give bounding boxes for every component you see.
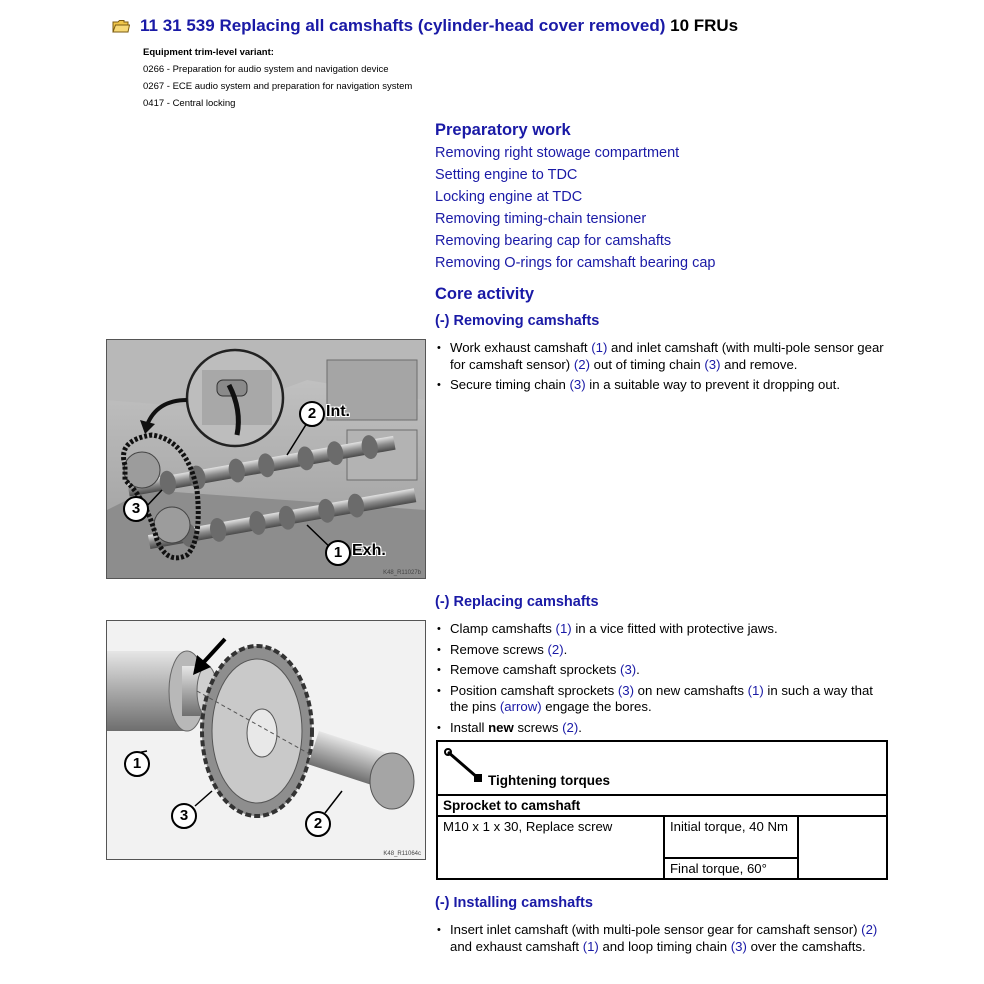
trim-item: 0266 - Preparation for audio system and navigation device <box>143 64 389 75</box>
ref-link[interactable]: (2) <box>547 641 564 657</box>
list-item: • Position camshaft sprockets (3) on new camshafts (1) in such a way that the pins (arrow) engage the bores. <box>437 683 887 716</box>
torque-final: Final torque, 60° <box>664 858 798 879</box>
ref-link[interactable]: (1) <box>555 621 572 636</box>
link-removing-tensioner[interactable]: Removing timing-chain tensioner <box>435 211 647 227</box>
ref-link[interactable]: (3) <box>704 356 721 372</box>
torque-subheading: Sprocket to camshaft <box>436 796 888 817</box>
callout-intake-label: Int. <box>326 403 350 420</box>
ref-link[interactable]: (arrow) <box>499 699 542 714</box>
ref-link[interactable]: (1) <box>582 938 599 954</box>
figure-code: K48_R11027b <box>383 570 421 576</box>
list-item: • Remove camshaft sprockets (3). <box>437 662 887 679</box>
ref-link[interactable]: (2) <box>573 356 590 372</box>
ref-link[interactable]: (3) <box>617 682 634 698</box>
torque-spec: M10 x 1 x 30, Replace screw <box>437 817 664 879</box>
fru-count: 10 FRUs <box>670 16 739 35</box>
callout-2: 2 <box>305 811 331 837</box>
page-header <box>112 14 738 38</box>
torque-empty-cell <box>798 817 887 879</box>
torque-table <box>436 740 888 880</box>
list-item: • Remove screws (2). <box>437 642 887 659</box>
ref-link[interactable]: (3) <box>730 938 747 954</box>
list-item: • Insert inlet camshaft (with multi-pole sensor gear for camshaft sensor) (2) and exhaust camshaft (1) and loop timing chain (3) over the camshafts. <box>437 922 887 955</box>
procedure-code: 11 31 539 <box>140 16 215 35</box>
callout-1: 1 <box>325 540 351 566</box>
torque-header-cell <box>436 740 888 796</box>
link-locking-tdc[interactable]: Locking engine at TDC <box>435 189 583 205</box>
procedure-title: Replacing all camshafts (cylinder-head cover removed) <box>219 16 666 35</box>
callout-exhaust-label: Exh. <box>352 542 386 559</box>
list-item: • Secure timing chain (3) in a suitable way to prevent it dropping out. <box>437 377 887 394</box>
replacing-steps <box>437 621 887 740</box>
preparatory-heading: Preparatory work <box>435 121 571 139</box>
link-removing-o-rings[interactable]: Removing O-rings for camshaft bearing cap <box>435 255 716 271</box>
list-item: • Work exhaust camshaft (1) and inlet camshaft (with multi-pole sensor gear for camshaft sensor) (2) out of timing chain (3) and remove. <box>437 340 887 373</box>
link-removing-bearing-cap[interactable]: Removing bearing cap for camshafts <box>435 233 672 249</box>
callout-3: 3 <box>123 496 149 522</box>
removing-heading: (-) Removing camshafts <box>435 313 600 329</box>
callout-1: 1 <box>124 751 150 777</box>
sprocket-figure <box>106 620 426 860</box>
ref-link[interactable]: (3) <box>569 377 586 392</box>
torque-values <box>436 817 888 880</box>
ref-link[interactable]: (1) <box>747 682 764 698</box>
trim-item: 0417 - Central locking <box>143 98 236 109</box>
page-title <box>140 16 738 36</box>
folder-icon <box>112 19 130 33</box>
preparatory-links <box>435 142 715 274</box>
camshaft-removal-figure <box>106 339 426 579</box>
torque-wrench-icon <box>444 748 484 784</box>
figure-code: K48_R11064c <box>383 851 421 857</box>
ref-link[interactable]: (3) <box>620 662 637 677</box>
torque-heading: Tightening torques <box>488 773 610 788</box>
list-item: • Install new screws (2). <box>437 720 887 737</box>
installing-steps <box>437 922 887 959</box>
ref-link[interactable]: (2) <box>861 922 878 937</box>
torque-initial: Initial torque, 40 Nm <box>664 817 798 858</box>
trim-item: 0267 - ECE audio system and preparation for navigation system <box>143 81 413 92</box>
sprocket-illustration <box>107 621 425 859</box>
callout-2: 2 <box>299 401 325 427</box>
link-removing-stowage[interactable]: Removing right stowage compartment <box>435 145 680 161</box>
list-item: • Clamp camshafts (1) in a vice fitted with protective jaws. <box>437 621 887 638</box>
trim-heading: Equipment trim-level variant: <box>143 47 274 58</box>
installing-heading: (-) Installing camshafts <box>435 895 593 911</box>
callout-3: 3 <box>171 803 197 829</box>
replacing-heading: (-) Replacing camshafts <box>435 594 599 610</box>
core-activity-heading: Core activity <box>435 285 535 303</box>
link-setting-tdc[interactable]: Setting engine to TDC <box>435 167 578 183</box>
ref-link[interactable]: (1) <box>591 340 608 355</box>
removing-steps <box>437 340 887 398</box>
trim-level-block <box>143 44 412 112</box>
ref-link[interactable]: (2) <box>562 719 579 735</box>
